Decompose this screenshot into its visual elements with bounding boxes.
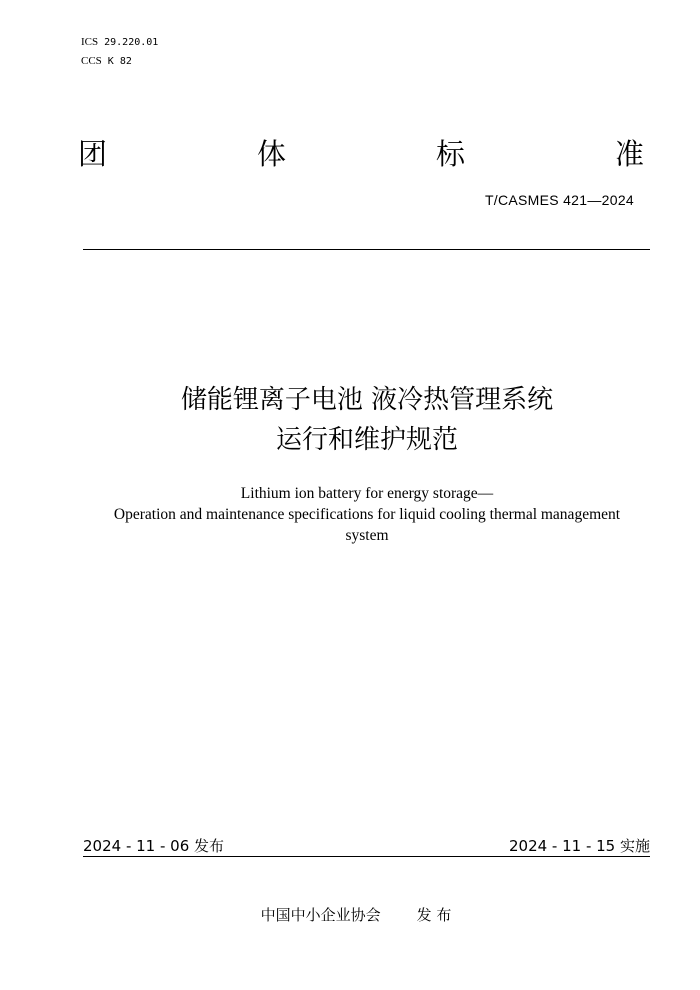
ics-line — [81, 33, 158, 52]
standard-type-char: 团 — [78, 137, 108, 171]
publisher-name: 中国中小企业协会 — [260, 906, 381, 924]
standard-number: T/CASMES 421—2024 — [484, 192, 634, 208]
chinese-title-line-1: 储能锂离子电池 液冷热管理系统 — [180, 385, 554, 415]
english-title-line-3: system — [345, 527, 389, 544]
chinese-title — [0, 380, 700, 460]
publisher-line — [0, 904, 700, 925]
implementation-date: 2024 - 11 - 15 实施 — [508, 837, 650, 855]
standard-type-heading — [78, 134, 644, 174]
standard-type-char: 标 — [435, 137, 465, 171]
classification-codes — [81, 33, 158, 71]
ics-label: ICS — [81, 36, 99, 48]
standard-type-char: 体 — [256, 137, 286, 171]
english-title-line-1: Lithium ion battery for energy storage— — [240, 485, 494, 502]
ccs-code: K 82 — [107, 56, 132, 67]
english-title-line-2: Operation and maintenance specifications for liquid cooling thermal management — [113, 506, 621, 523]
standard-type-char: 准 — [614, 137, 644, 171]
publisher-action: 发 布 — [416, 906, 452, 924]
ccs-line — [81, 52, 158, 71]
ccs-label: CCS — [81, 55, 102, 67]
top-divider — [83, 249, 650, 250]
publish-date: 2024 - 11 - 06 发布 — [83, 837, 225, 855]
bottom-divider — [83, 856, 650, 857]
chinese-title-line-2: 运行和维护规范 — [275, 425, 458, 455]
ics-code: 29.220.01 — [104, 37, 159, 48]
english-title — [60, 483, 674, 546]
